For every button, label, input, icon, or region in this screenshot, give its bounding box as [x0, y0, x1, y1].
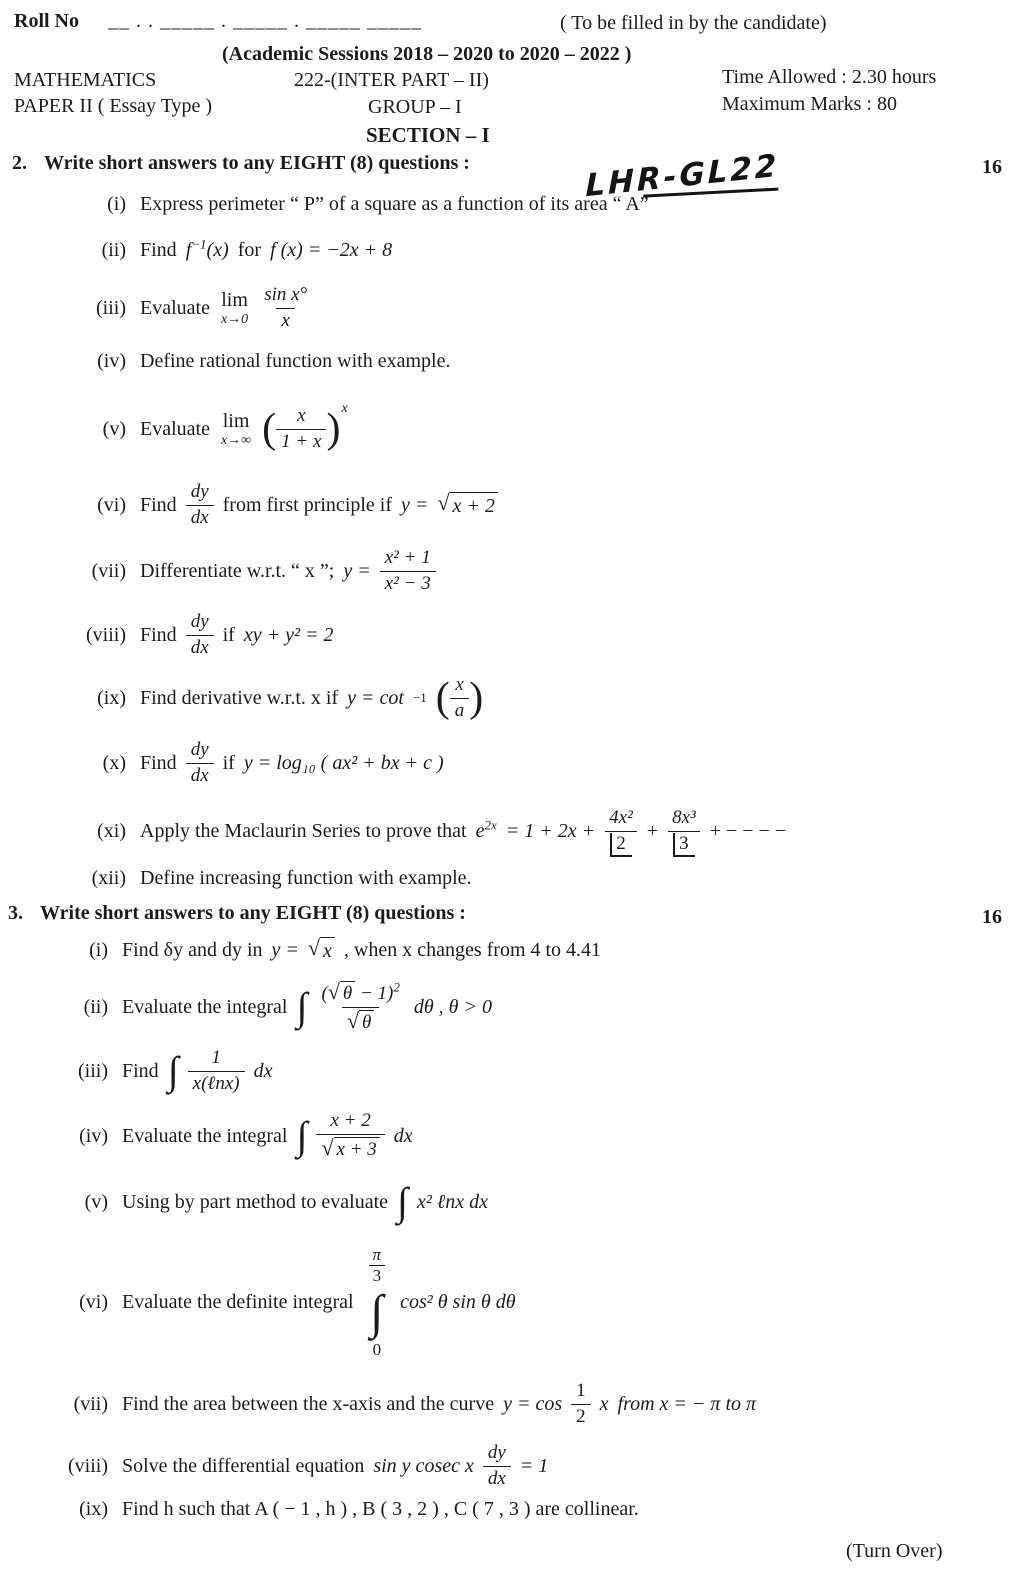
fraction: $\frac{\text{sin x°}}{x}$ [264, 283, 308, 331]
item-text: Find δy and dy in [122, 938, 263, 961]
item-text: Solve the differential equation [122, 1454, 365, 1477]
integral-sign: ∫ [296, 1113, 308, 1158]
exponential-term: $e^{2x}$ [475, 816, 497, 842]
item-text: Find [140, 751, 177, 774]
max-marks: Maximum Marks : 80 [722, 93, 897, 115]
integrand-fraction: x + 2 √ x + 3 [316, 1111, 384, 1161]
paper-code: 222-(INTER PART – II) [294, 69, 489, 91]
q2-item-viii [0, 608, 1010, 662]
q2-item-ix: (ix) Find derivative w.r.t. x if y = cot −1 ( $\frac{x}{a}$ ) [0, 668, 1010, 728]
after-integral: dx [253, 1059, 273, 1082]
dy-dx-fraction: $\frac{dy}{dx}$ [186, 482, 214, 529]
item-label: (iii) [96, 296, 126, 319]
integral-sign: ∫ [370, 1286, 384, 1340]
q3-item-ix [0, 1498, 1010, 1521]
q2-item-vi [0, 478, 1010, 532]
q3-item-v [0, 1173, 1010, 1231]
q2-number: 2. [12, 152, 27, 174]
factorial-notation: 2 [610, 833, 632, 857]
item-label: (iv) [97, 350, 126, 372]
handwritten-paper-code-annotation: LHR-GL22 [586, 148, 780, 208]
item-text: Find derivative w.r.t. x if [140, 686, 339, 709]
item-text: if [222, 623, 235, 646]
q3-item-iv [0, 1105, 1010, 1167]
q3-item-i [0, 937, 1010, 963]
fraction: $\frac{\text{x² + 1}}{\text{x² − 3}}$ [380, 548, 436, 595]
series-tail: + − − − − [709, 819, 787, 842]
item-text: Differentiate w.r.t. “ x ”; [140, 559, 335, 582]
item-text: Define rational function with example. [140, 350, 451, 372]
dy-dx-fraction: $\frac{dy}{dx}$ [483, 1443, 511, 1490]
factorial-notation: 3 [673, 833, 695, 857]
equation-lhs: y = cos [503, 1392, 563, 1415]
equation: y = log₁₀ ( ax² + bx + c ) [243, 751, 444, 774]
item-text: if [222, 751, 235, 774]
item-label: (x) [102, 751, 126, 774]
q2-item-i [0, 193, 1010, 216]
q3-item-vi [0, 1238, 1010, 1366]
q3-item-vii [0, 1374, 1010, 1434]
equation-lhs: y = cot [347, 686, 404, 709]
equation-rhs: = 1 [519, 1454, 549, 1477]
q2-item-iv [0, 350, 1010, 373]
integrand-fraction: $\frac{1}{\text{x(ℓnx)}}$ [188, 1048, 245, 1095]
item-text: Find h such that A ( − 1 , h ) , B ( 3 , 2 ) , C ( 7 , 3 ) are collinear. [122, 1498, 639, 1520]
item-label: (iv) [79, 1124, 108, 1147]
time-allowed: Time Allowed : 2.30 hours [722, 66, 937, 88]
item-text: Define increasing function with example. [140, 867, 472, 889]
group-line: GROUP – I [368, 96, 462, 118]
item-label: (v) [84, 1190, 108, 1213]
integrand: cos² θ sin θ dθ [400, 1290, 516, 1313]
power-expression [262, 401, 348, 453]
cot-argument [436, 675, 484, 722]
right-paren: ) [326, 406, 341, 452]
denominator: √ x + 3 [316, 1134, 384, 1161]
left-paren: ( [435, 675, 450, 721]
item-label: (ii) [101, 239, 126, 261]
equation-lhs: y = [271, 938, 299, 961]
definite-integral [369, 1246, 386, 1358]
after-integral: dx [393, 1124, 413, 1147]
variable: x [599, 1392, 609, 1415]
q2-item-vii [0, 537, 1010, 605]
equation-lhs: y = [343, 559, 371, 582]
q2-item-ii [0, 236, 1010, 262]
item-text: from first principle if [222, 493, 393, 516]
item-text: Find the area between the x-axis and the curve [122, 1392, 495, 1415]
item-label: (i) [107, 193, 126, 215]
item-text: from x = − π to π [617, 1392, 757, 1415]
item-label: (vii) [73, 1392, 108, 1415]
roll-no-blank-line: __ . . _____ . _____ . _____ _____ [108, 10, 422, 32]
q3-heading: Write short answers to any EIGHT (8) questions : [40, 902, 466, 924]
item-text: Evaluate the integral [122, 995, 288, 1018]
item-label: (ii) [83, 995, 108, 1018]
item-label: (i) [89, 938, 108, 961]
q2-item-iii [0, 278, 1010, 338]
right-paren: ) [469, 675, 484, 721]
inverse-function-expression: $f^{-1}(x)$ [185, 236, 229, 261]
q2-item-xii [0, 867, 1010, 890]
exponent: x [341, 401, 348, 416]
item-text: Find [122, 1059, 159, 1082]
subject-title: MATHEMATICS [14, 69, 157, 91]
q3-item-ii [0, 972, 1010, 1042]
dy-dx-fraction: $\frac{dy}{dx}$ [186, 612, 214, 659]
item-text: Using by part method to evaluate [122, 1190, 389, 1213]
q3-marks: 16 [982, 906, 1002, 928]
series-fraction-2: $\frac{\text{8x³}}{3}$ [667, 808, 701, 855]
function-definition: f (x) = −2x + 8 [270, 239, 393, 261]
paper-type-line: PAPER II ( Essay Type ) [14, 95, 213, 117]
item-label: (iii) [78, 1059, 108, 1082]
integrand-fraction [316, 978, 404, 1034]
item-label: (viii) [68, 1454, 108, 1477]
upper-bound: π 3 [369, 1246, 386, 1285]
item-text: Evaluate the definite integral [122, 1290, 354, 1313]
roll-no-label: Roll No [14, 10, 79, 32]
item-text: Find [140, 239, 177, 261]
item-label: (vii) [91, 559, 126, 582]
item-text: for [237, 239, 262, 261]
radical-expression: √ x + 2 [437, 492, 497, 518]
limit-operator: lim x→0 [220, 288, 249, 327]
item-label: (ix) [79, 1498, 108, 1520]
integral-sign: ∫ [296, 984, 308, 1029]
item-text: Find [140, 493, 177, 516]
q2-heading: Write short answers to any EIGHT (8) questions : [44, 152, 470, 174]
item-text: Find [140, 623, 177, 646]
denominator: √ θ [342, 1007, 379, 1034]
item-label: (ix) [97, 686, 126, 709]
dy-dx-fraction: $\frac{dy}{dx}$ [186, 740, 214, 787]
q2-item-x [0, 736, 1010, 790]
integrand: x² ℓnx dx [417, 1190, 488, 1213]
q2-item-xi [0, 800, 1010, 862]
item-label: (xi) [97, 819, 126, 842]
series-start: = 1 + 2x + [505, 819, 596, 842]
equation-part: sin y cosec x [373, 1454, 474, 1477]
section-title: SECTION – I [366, 123, 490, 147]
item-text: Express perimeter “ P” of a square as a function of its area “ A” [140, 193, 649, 215]
item-text: Apply the Maclaurin Series to prove that [140, 819, 467, 842]
integral-sign: ∫ [397, 1179, 409, 1224]
fraction: $\frac{x}{a}$ [450, 675, 470, 722]
left-paren: ( [262, 406, 277, 452]
item-text: Evaluate the integral [122, 1124, 288, 1147]
fraction: $\frac{x}{1 + x}$ [276, 406, 326, 453]
integral-sign: ∫ [167, 1048, 179, 1093]
equation: xy + y² = 2 [243, 623, 334, 646]
series-fraction-1: $\frac{\text{4x²}}{2}$ [604, 808, 638, 855]
numerator: ( √ θ − 1)$^2$ [321, 978, 400, 1004]
after-integral: dθ , θ > 0 [413, 995, 493, 1018]
item-label: (viii) [86, 623, 126, 646]
q3-item-viii [0, 1436, 1010, 1496]
item-label: (xii) [91, 867, 126, 889]
q2-item-v [0, 396, 1010, 462]
q3-item-iii [0, 1042, 1010, 1100]
lower-bound: 0 [372, 1340, 382, 1360]
equation-lhs: y = [401, 493, 429, 516]
roll-no-note: ( To be filled in by the candidate) [560, 12, 827, 34]
turn-over-note: (Turn Over) [846, 1540, 943, 1562]
radical-expression: √ x [308, 937, 335, 963]
limit-operator: lim x→∞ [220, 409, 252, 448]
item-label: (v) [102, 417, 126, 440]
q2-marks: 16 [982, 156, 1002, 178]
fraction: $\frac{1}{2}$ [571, 1381, 591, 1428]
item-label: (vi) [97, 493, 126, 516]
item-text: Evaluate [140, 296, 210, 319]
q3-number: 3. [8, 902, 23, 924]
item-text: , when x changes from 4 to 4.41 [343, 938, 602, 961]
session-line: (Academic Sessions 2018 – 2020 to 2020 – 2022 ) [222, 43, 632, 65]
item-label: (vi) [79, 1290, 108, 1313]
item-text: Evaluate [140, 417, 210, 440]
plus-sign: + [646, 819, 659, 842]
